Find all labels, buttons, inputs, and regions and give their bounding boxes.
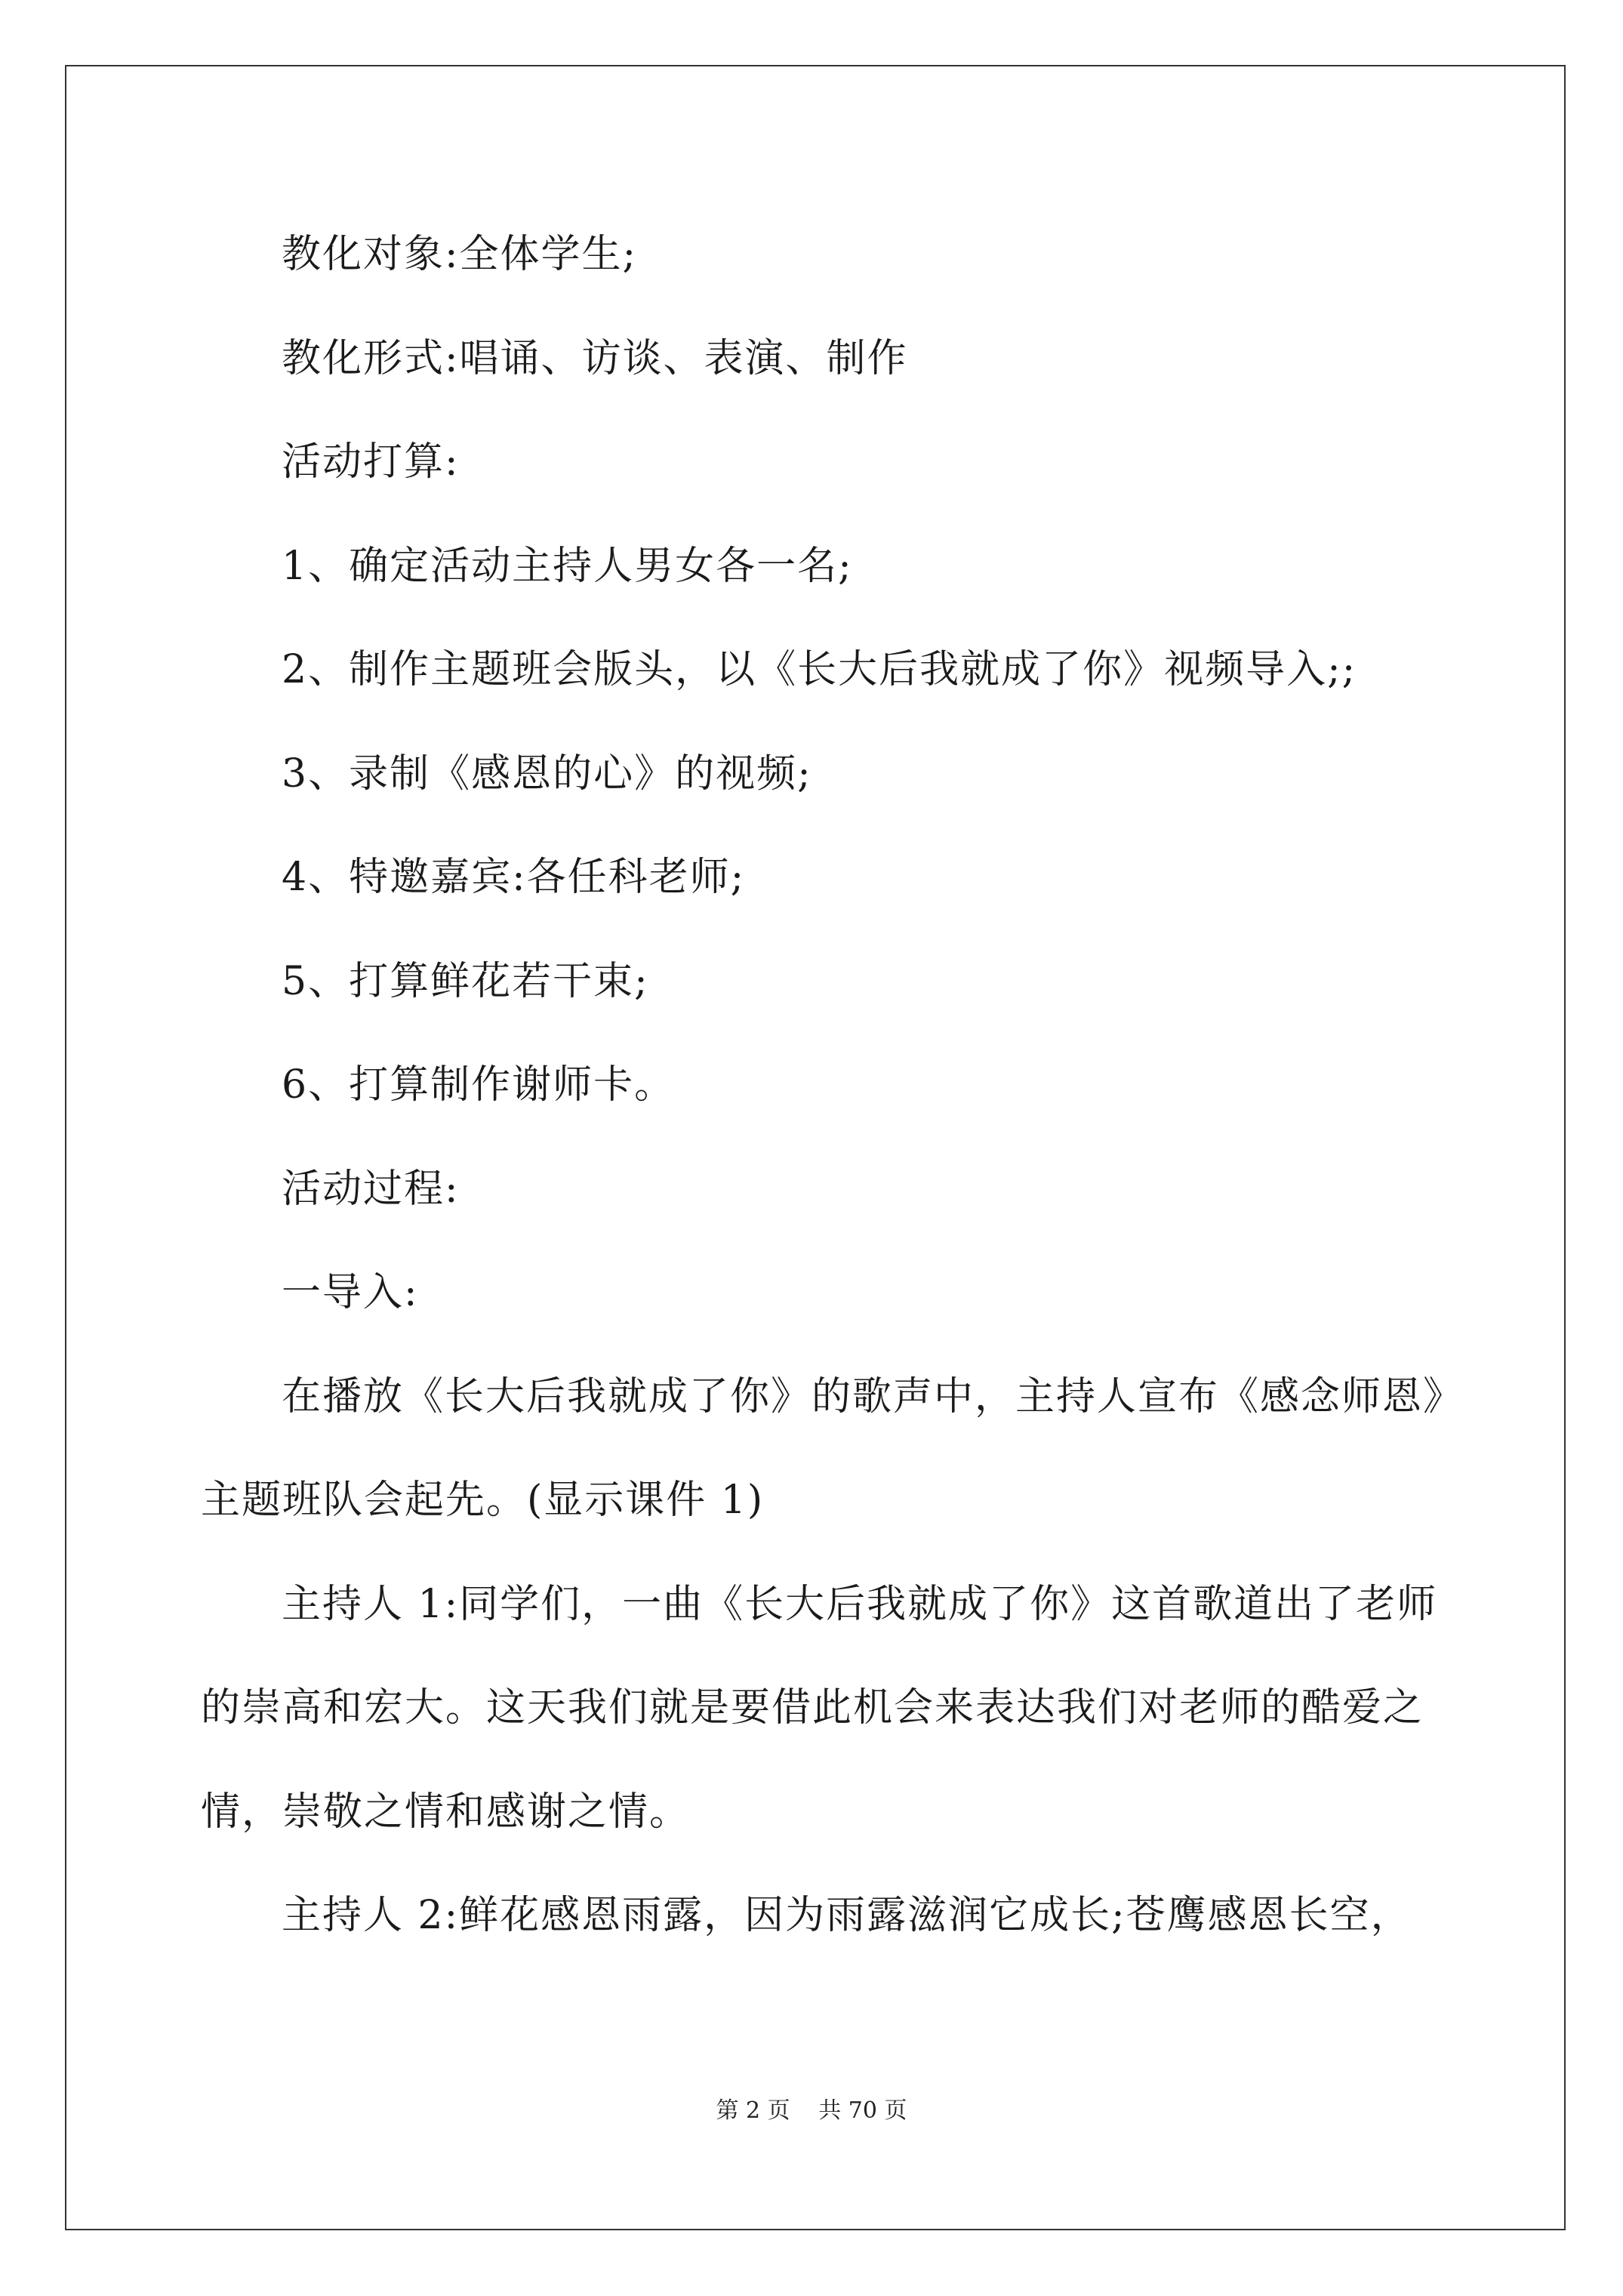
page-total: 共 70 页 — [818, 2097, 907, 2124]
page-footer — [0, 2091, 1623, 2125]
text-line: 5、打算鲜花若干束; — [282, 959, 649, 1004]
text-line: 教化形式:唱诵、访谈、表演、制作 — [282, 336, 908, 381]
text-line: 3、录制《感恩的心》的视频; — [282, 751, 812, 797]
text-line: 2、制作主题班会版头，以《长大后我就成了你》视频导入;; — [282, 647, 1357, 692]
text-line: 活动过程: — [282, 1166, 460, 1212]
text-line: 在播放《长大后我就成了你》的歌声中，主持人宣布《感念师恩》 — [282, 1374, 1464, 1419]
text-line: 活动打算: — [282, 439, 460, 485]
text-line: 教化对象:全体学生; — [282, 232, 638, 277]
text-line: 1、确定活动主持人男女各一名; — [282, 544, 853, 589]
page-number: 第 2 页 — [716, 2097, 790, 2124]
text-line: 主持人 2:鲜花感恩雨露，因为雨露滋润它成长;苍鹰感恩长空， — [282, 1893, 1412, 1938]
text-line: 6、打算制作谢师卡。 — [282, 1062, 676, 1108]
text-line: 4、特邀嘉宾:各任科老师; — [282, 855, 746, 900]
text-line: 主持人 1:同学们，一曲《长大后我就成了你》这首歌道出了老师 — [282, 1582, 1438, 1627]
text-line: 的崇高和宏大。这天我们就是要借此机会来表达我们对老师的酷爱之 — [201, 1685, 1424, 1730]
text-line: 主题班队会起先。(显示课件 1) — [201, 1478, 765, 1523]
text-line: 情，崇敬之情和感谢之情。 — [201, 1789, 691, 1835]
text-line: 一导入: — [282, 1270, 419, 1315]
